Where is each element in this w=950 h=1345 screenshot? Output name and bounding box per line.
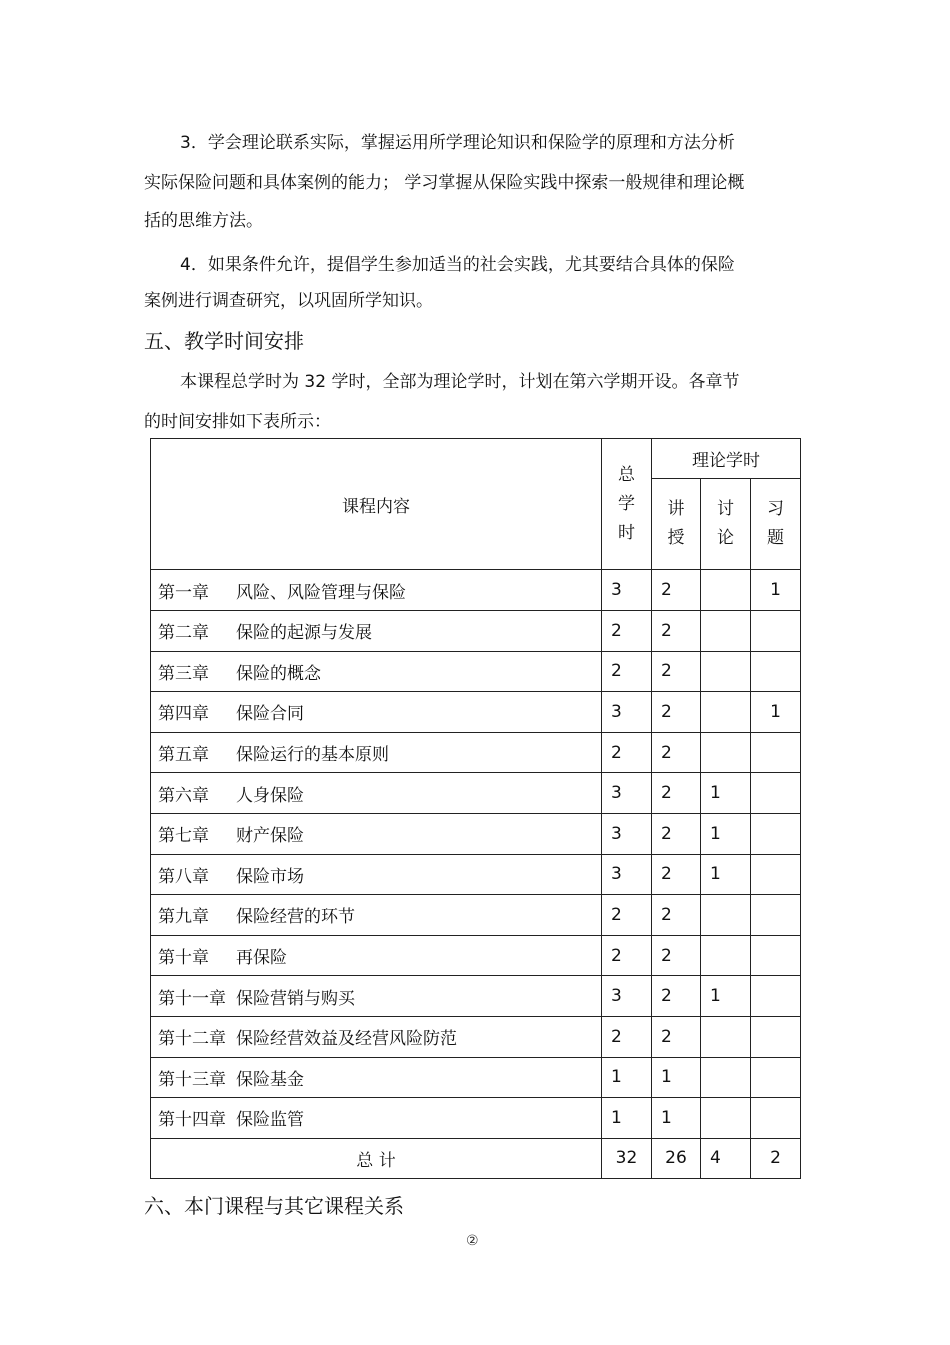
header-exercise: 习 题: [751, 479, 801, 570]
chapter-title: 再保险: [236, 948, 287, 969]
intro-line-2: 的时间安排如下表所示：: [144, 412, 331, 432]
chapter-title: 风险、风险管理与保险: [236, 582, 406, 603]
lecture-cell: 2: [652, 692, 701, 733]
exercise-cell: [751, 1098, 801, 1139]
lecture-cell: 2: [652, 570, 701, 611]
total-hours-cell: 2: [602, 1016, 652, 1057]
lecture-cell: 2: [652, 1016, 701, 1057]
discussion-cell: [701, 895, 751, 936]
lecture-cell: 1: [652, 1098, 701, 1139]
chapter-title: 财产保险: [236, 826, 304, 847]
discussion-cell: [701, 692, 751, 733]
intro-line-1: 本课程总学时为 32 学时，全部为理论学时，计划在第六学期开设。各章节: [180, 372, 740, 392]
chapter-cell: [151, 1098, 602, 1139]
exercise-cell: [751, 773, 801, 814]
discussion-cell: 1: [701, 854, 751, 895]
chapter-title: 保险监管: [236, 1110, 304, 1131]
chapter-number: 第八章: [158, 866, 209, 887]
lecture-cell: 2: [652, 895, 701, 936]
discussion-cell: 1: [701, 813, 751, 854]
chapter-number: 第一章: [158, 582, 209, 603]
chapter-cell: [151, 935, 602, 976]
exercise-cell: [751, 813, 801, 854]
total-hours-cell: 3: [602, 773, 652, 814]
chapter-cell: [151, 732, 602, 773]
chapter-cell: [151, 813, 602, 854]
chapter-title: 保险合同: [236, 704, 304, 725]
table-row: [151, 813, 801, 854]
table-row: [151, 1057, 801, 1098]
table-row: [151, 570, 801, 611]
lecture-cell: 2: [652, 935, 701, 976]
chapter-cell: [151, 570, 602, 611]
total-hours-cell: 3: [602, 570, 652, 611]
summary-row: [151, 1138, 801, 1178]
chapter-number: 第五章: [158, 745, 209, 766]
table-row: [151, 732, 801, 773]
table-row: [151, 692, 801, 733]
chapter-number: 第六章: [158, 785, 209, 806]
chapter-title: 保险营销与购买: [236, 988, 355, 1009]
exercise-cell: [751, 611, 801, 652]
chapter-cell: [151, 895, 602, 936]
discussion-cell: [701, 611, 751, 652]
summary-exercise: 2: [751, 1138, 801, 1178]
summary-lecture: 26: [652, 1138, 701, 1178]
chapter-cell: [151, 1057, 602, 1098]
exercise-cell: [751, 651, 801, 692]
total-hours-cell: 1: [602, 1057, 652, 1098]
total-hours-cell: 2: [602, 935, 652, 976]
lecture-cell: 2: [652, 854, 701, 895]
header-total-hours: 总 学 时: [602, 439, 652, 570]
lecture-cell: 2: [652, 611, 701, 652]
lecture-cell: 2: [652, 651, 701, 692]
lecture-cell: 2: [652, 732, 701, 773]
header-course-content: 课程内容: [151, 439, 602, 570]
chapter-number: 第九章: [158, 907, 209, 928]
exercise-cell: 1: [751, 570, 801, 611]
section-5-title: 五、教学时间安排: [144, 329, 304, 353]
total-hours-cell: 3: [602, 692, 652, 733]
table-row: [151, 854, 801, 895]
total-hours-cell: 3: [602, 854, 652, 895]
total-hours-cell: 2: [602, 895, 652, 936]
chapter-number: 第三章: [158, 663, 209, 684]
table-row: [151, 773, 801, 814]
table-row: [151, 611, 801, 652]
table-row: [151, 1016, 801, 1057]
chapter-title: 保险经营效益及经营风险防范: [236, 1029, 457, 1050]
summary-total: 32: [602, 1138, 652, 1178]
chapter-cell: [151, 976, 602, 1017]
exercise-cell: [751, 1016, 801, 1057]
chapter-cell: [151, 773, 602, 814]
lecture-cell: 2: [652, 813, 701, 854]
total-hours-cell: 3: [602, 813, 652, 854]
lecture-cell: 2: [652, 976, 701, 1017]
schedule-table: [150, 438, 801, 1179]
chapter-title: 保险经营的环节: [236, 907, 355, 928]
discussion-cell: [701, 1098, 751, 1139]
total-hours-cell: 2: [602, 651, 652, 692]
exercise-cell: [751, 895, 801, 936]
chapter-cell: [151, 692, 602, 733]
summary-discussion: 4: [701, 1138, 751, 1178]
chapter-title: 保险基金: [236, 1069, 304, 1090]
paragraph-4-line-1: 4．如果条件允许，提倡学生参加适当的社会实践，尤其要结合具体的保险: [180, 255, 735, 275]
table-row: [151, 976, 801, 1017]
table-row: [151, 651, 801, 692]
page-number: ②: [466, 1233, 479, 1249]
chapter-number: 第十章: [158, 948, 209, 969]
summary-label: 总 计: [151, 1138, 602, 1178]
chapter-cell: [151, 1016, 602, 1057]
paragraph-3-line-2: 实际保险问题和具体案例的能力； 学习掌握从保险实践中探索一般规律和理论概: [144, 173, 745, 193]
chapter-title: 保险市场: [236, 866, 304, 887]
discussion-cell: [701, 1057, 751, 1098]
chapter-number: 第七章: [158, 826, 209, 847]
section-6-title: 六、本门课程与其它课程关系: [144, 1194, 404, 1218]
chapter-number: 第十四章: [158, 1110, 226, 1131]
discussion-cell: [701, 1016, 751, 1057]
chapter-number: 第十三章: [158, 1069, 226, 1090]
table-row: [151, 1098, 801, 1139]
table-row: [151, 895, 801, 936]
discussion-cell: [701, 651, 751, 692]
paragraph-4-line-2: 案例进行调查研究，以巩固所学知识。: [144, 291, 433, 311]
discussion-cell: [701, 570, 751, 611]
paragraph-3-line-1: 3．学会理论联系实际，掌握运用所学理论知识和保险学的原理和方法分析: [180, 133, 735, 153]
discussion-cell: 1: [701, 773, 751, 814]
lecture-cell: 1: [652, 1057, 701, 1098]
chapter-cell: [151, 854, 602, 895]
chapter-title: 保险的起源与发展: [236, 623, 372, 644]
total-hours-cell: 2: [602, 732, 652, 773]
chapter-title: 保险运行的基本原则: [236, 745, 389, 766]
chapter-number: 第四章: [158, 704, 209, 725]
chapter-number: 第十二章: [158, 1029, 226, 1050]
discussion-cell: [701, 935, 751, 976]
exercise-cell: [751, 935, 801, 976]
chapter-cell: [151, 611, 602, 652]
total-hours-cell: 2: [602, 611, 652, 652]
exercise-cell: [751, 976, 801, 1017]
table-row: [151, 935, 801, 976]
header-theory-hours: 理论学时: [652, 439, 801, 479]
exercise-cell: [751, 1057, 801, 1098]
discussion-cell: [701, 732, 751, 773]
lecture-cell: 2: [652, 773, 701, 814]
header-lecture: 讲 授: [652, 479, 701, 570]
total-hours-cell: 3: [602, 976, 652, 1017]
paragraph-3-line-3: 括的思维方法。: [144, 211, 263, 231]
chapter-cell: [151, 651, 602, 692]
discussion-cell: 1: [701, 976, 751, 1017]
chapter-title: 人身保险: [236, 785, 304, 806]
exercise-cell: [751, 854, 801, 895]
chapter-number: 第十一章: [158, 988, 226, 1009]
chapter-number: 第二章: [158, 623, 209, 644]
total-hours-cell: 1: [602, 1098, 652, 1139]
exercise-cell: 1: [751, 692, 801, 733]
header-discussion: 讨 论: [701, 479, 751, 570]
exercise-cell: [751, 732, 801, 773]
chapter-title: 保险的概念: [236, 663, 321, 684]
